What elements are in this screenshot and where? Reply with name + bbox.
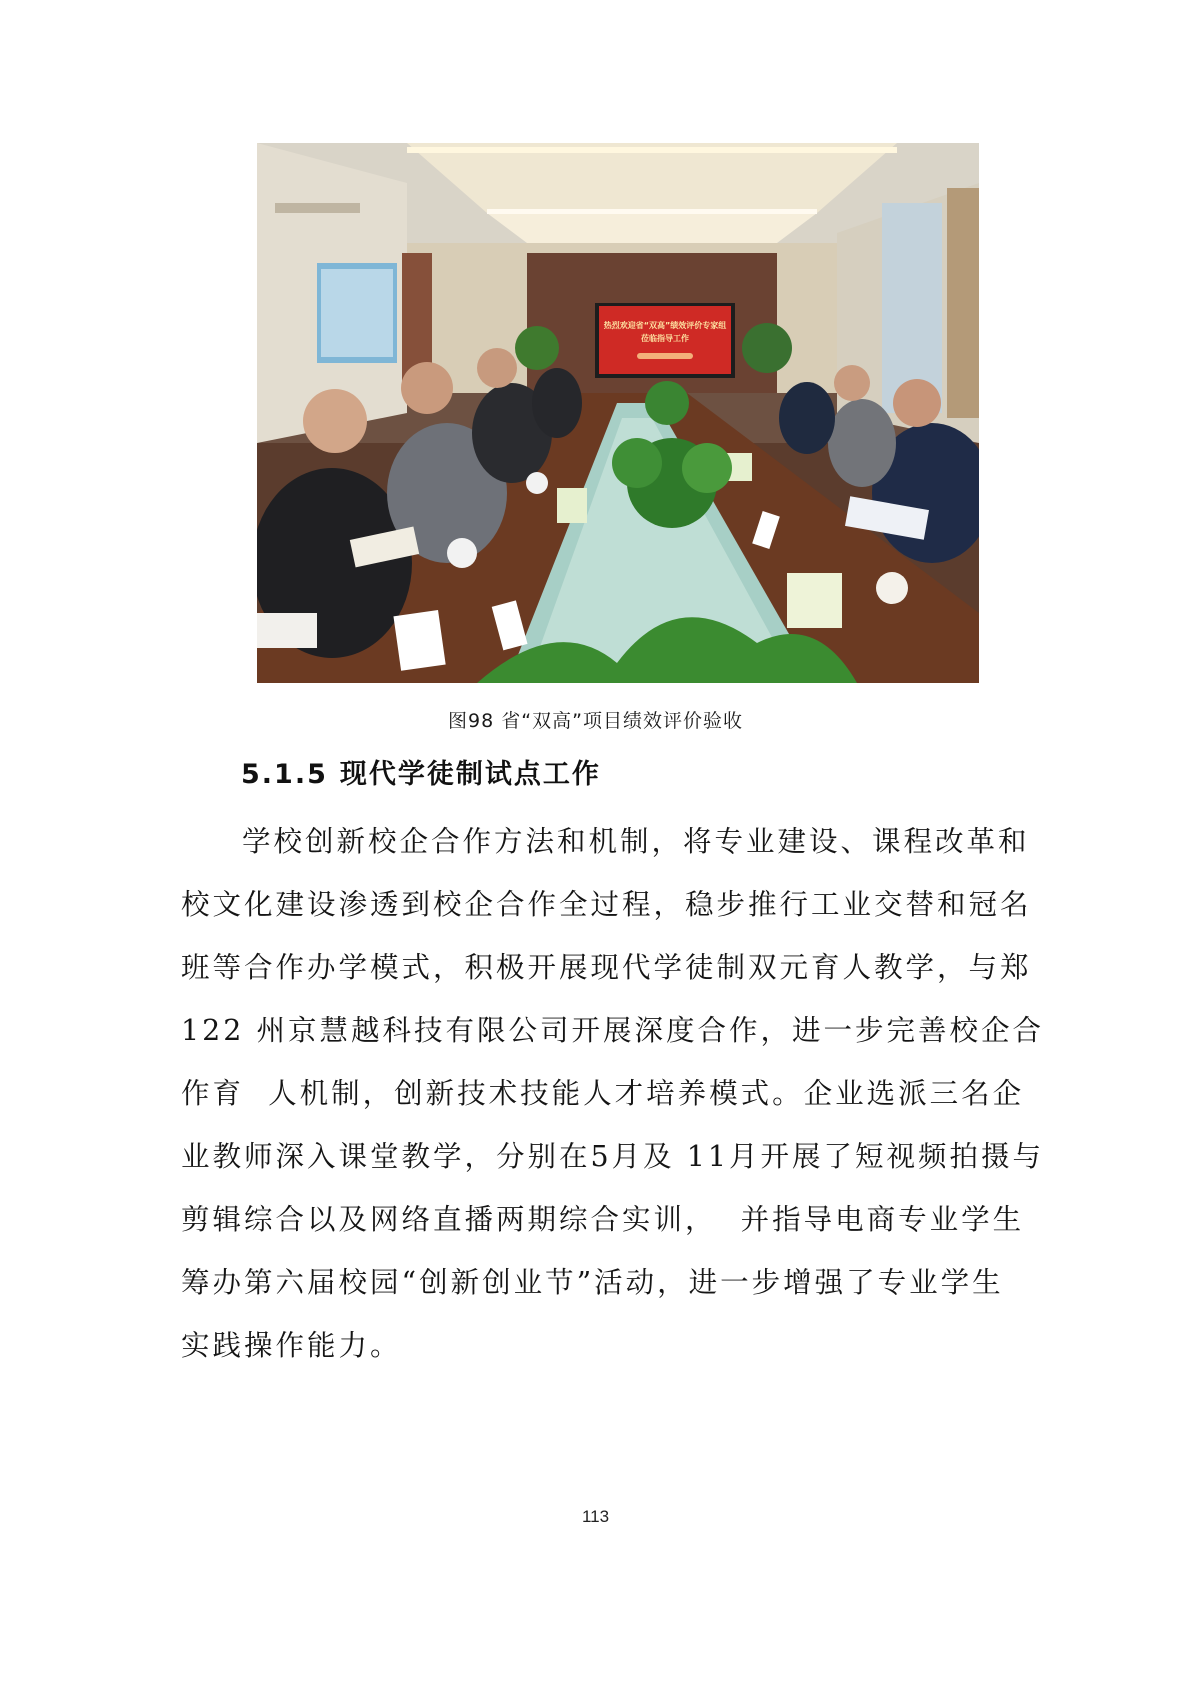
- screen-line-2: 莅临指导工作: [641, 334, 689, 343]
- section-number: 5.1.5: [241, 759, 328, 790]
- paragraph-line: 筹办第六届校园“创新创业节”活动，进一步增强了专业学生: [181, 1266, 1004, 1299]
- meeting-photo: [257, 143, 979, 683]
- section-title: 现代学徒制试点工作: [339, 759, 601, 790]
- paragraph-line: 实践操作能力。: [181, 1329, 402, 1362]
- figure-caption: 图98 省“双高”项目绩效评价验收: [448, 710, 743, 732]
- screen-line-1: 热烈欢迎省“双高”绩效评价专家组: [603, 321, 727, 330]
- section-heading: [241, 752, 601, 791]
- page-number: 113: [581, 1507, 610, 1526]
- paragraph-line: 班等合作办学模式，积极开展现代学徒制双元育人教学，与郑: [181, 951, 1032, 984]
- paragraph-line: 学校创新校企合作方法和机制，将专业建设、课程改革和: [242, 825, 1030, 858]
- paragraph-line: 业教师深入课堂教学，分别在5月及 11月开展了短视频拍摄与: [181, 1140, 1044, 1173]
- paragraph-line: 校文化建设渗透到校企合作全过程，稳步推行工业交替和冠名: [181, 888, 1032, 921]
- paragraph-line: 剪辑综合以及网络直播两期综合实训， 并指导电商专业学生: [181, 1203, 1025, 1236]
- paragraph-line: 作育 人机制，创新技术技能人才培养模式。企业选派三名企: [181, 1077, 1025, 1110]
- paragraph-line: 122 州京慧越科技有限公司开展深度合作，进一步完善校企合: [181, 1014, 1044, 1047]
